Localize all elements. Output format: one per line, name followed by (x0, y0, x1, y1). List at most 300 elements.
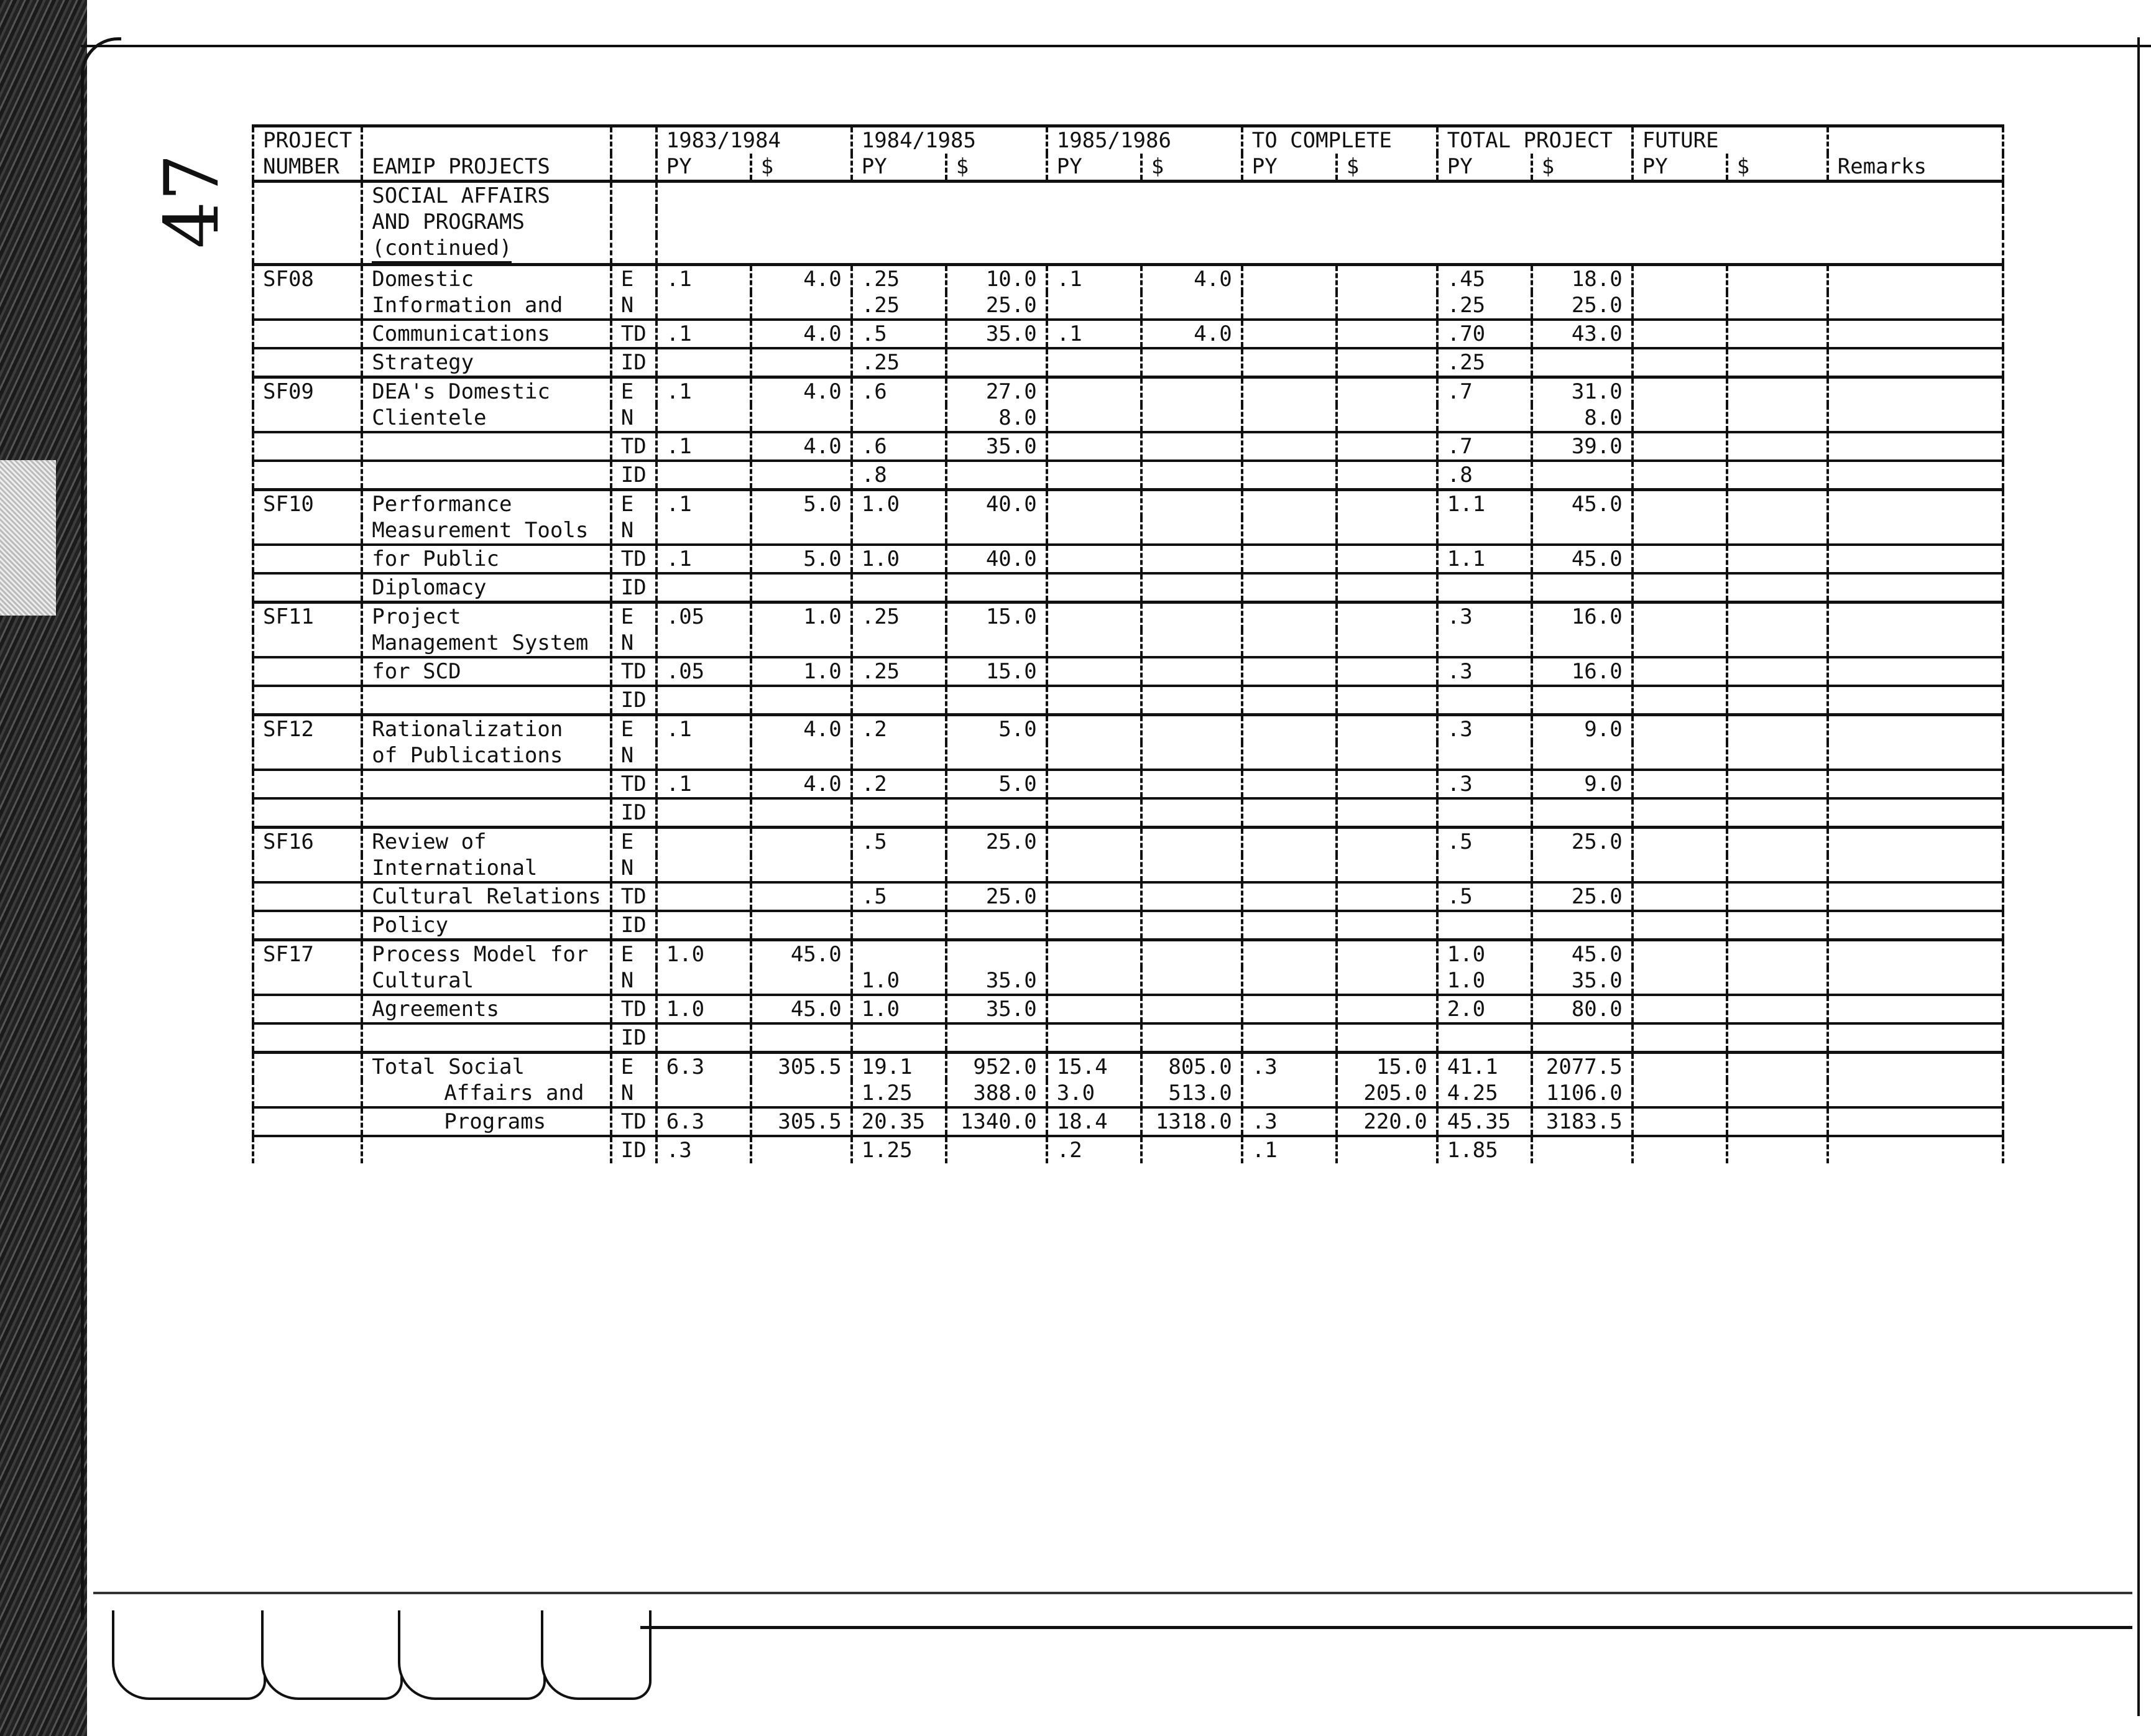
dollar-value: 25.0 (946, 292, 1047, 320)
dollar-value (1532, 348, 1633, 377)
table-row (253, 1080, 2003, 1107)
dollar-value (751, 855, 852, 882)
header-dollar: $ (1532, 154, 1633, 182)
py-value (1242, 432, 1337, 461)
header-to-complete: TO COMPLETE (1242, 126, 1437, 154)
table-row (253, 461, 2003, 490)
dollar-value (1337, 940, 1437, 968)
row-code: E (611, 490, 656, 518)
py-value: .8 (852, 461, 946, 490)
py-value (1047, 657, 1141, 686)
py-value: .5 (852, 320, 946, 348)
py-value: .3 (1437, 603, 1532, 630)
row-code: TD (611, 545, 656, 573)
table-row (253, 603, 2003, 630)
row-code: E (611, 1053, 656, 1081)
py-value (1242, 320, 1337, 348)
dollar-value: 25.0 (1532, 828, 1633, 856)
project-name-line: Affairs and (362, 1080, 610, 1107)
dollar-value: 1340.0 (946, 1107, 1047, 1136)
py-value: .1 (656, 770, 751, 798)
project-name-line: Agreements (362, 995, 610, 1023)
dollar-value (1141, 405, 1242, 432)
dollar-value (1532, 1136, 1633, 1163)
py-value: .6 (852, 432, 946, 461)
py-value (1437, 405, 1532, 432)
py-value (656, 882, 751, 911)
py-value: .1 (1047, 265, 1141, 293)
py-value: 1.0 (1437, 967, 1532, 995)
dollar-value (751, 798, 852, 828)
binder-bottom-tabs (93, 1592, 2132, 1716)
dollar-value (1141, 686, 1242, 715)
binder-tab (398, 1610, 546, 1700)
dollar-value: 8.0 (946, 405, 1047, 432)
project-name-line: Information and (362, 292, 610, 320)
project-number: SF17 (253, 940, 362, 968)
dollar-value: 4.0 (751, 715, 852, 743)
row-code: ID (611, 911, 656, 940)
py-value (1047, 517, 1141, 545)
project-name-line: International (362, 855, 610, 882)
dollar-value: 1318.0 (1141, 1107, 1242, 1136)
section-heading-block (253, 182, 2003, 265)
py-value: 1.25 (852, 1080, 946, 1107)
py-value: .1 (656, 545, 751, 573)
header-1985: 1985/1986 (1047, 126, 1242, 154)
project-name-line (362, 461, 610, 490)
dollar-value (1141, 292, 1242, 320)
dollar-value (1532, 798, 1633, 828)
py-value (656, 461, 751, 490)
project-number: SF09 (253, 377, 362, 405)
dollar-value: 4.0 (751, 770, 852, 798)
py-value (852, 940, 946, 968)
dollar-value (751, 911, 852, 940)
py-value (1437, 630, 1532, 657)
py-value (1242, 657, 1337, 686)
handwritten-page-number: 47 (149, 154, 236, 249)
dollar-value (1337, 657, 1437, 686)
py-value (852, 798, 946, 828)
budget-sheet (252, 124, 2004, 1163)
row-code: TD (611, 995, 656, 1023)
py-value (1242, 517, 1337, 545)
project-name-line: Project (362, 603, 610, 630)
dollar-value: 5.0 (946, 770, 1047, 798)
dollar-value: 4.0 (1141, 320, 1242, 348)
section-title-line1: SOCIAL AFFAIRS (362, 182, 610, 210)
dollar-value (1337, 490, 1437, 518)
dollar-value (1141, 770, 1242, 798)
py-value (1437, 798, 1532, 828)
project-name-line: for Public (362, 545, 610, 573)
table-row (253, 798, 2003, 828)
dollar-value: 25.0 (1532, 292, 1633, 320)
project-name-line: of Publications (362, 742, 610, 770)
dollar-value: 39.0 (1532, 432, 1633, 461)
dollar-value: 1.0 (751, 657, 852, 686)
binder-tab (541, 1610, 652, 1700)
py-value: 18.4 (1047, 1107, 1141, 1136)
py-value: .1 (656, 432, 751, 461)
dollar-value: 35.0 (946, 995, 1047, 1023)
py-value: 1.1 (1437, 490, 1532, 518)
py-value (852, 517, 946, 545)
table-row (253, 377, 2003, 405)
projects-body (253, 265, 2003, 1164)
dollar-value (1532, 1023, 1633, 1053)
py-value (1242, 686, 1337, 715)
py-value (1242, 742, 1337, 770)
dollar-value (1141, 798, 1242, 828)
row-code: N (611, 855, 656, 882)
dollar-value (946, 517, 1047, 545)
header-dollar: $ (1727, 154, 1828, 182)
py-value (1242, 882, 1337, 911)
dollar-value: 513.0 (1141, 1080, 1242, 1107)
py-value (1047, 855, 1141, 882)
py-value (656, 630, 751, 657)
dollar-value (946, 573, 1047, 603)
py-value (1242, 292, 1337, 320)
dollar-value (1141, 573, 1242, 603)
table-row (253, 630, 2003, 657)
dollar-value (751, 1080, 852, 1107)
py-value (1047, 377, 1141, 405)
table-row (253, 320, 2003, 348)
dollar-value (751, 742, 852, 770)
py-value (1047, 911, 1141, 940)
dollar-value (1141, 377, 1242, 405)
py-value: 15.4 (1047, 1053, 1141, 1081)
project-number: SF10 (253, 490, 362, 518)
py-value (852, 911, 946, 940)
row-code: ID (611, 686, 656, 715)
dollar-value: 18.0 (1532, 265, 1633, 293)
table-row (253, 911, 2003, 940)
py-value: .2 (852, 770, 946, 798)
py-value (1242, 348, 1337, 377)
py-value (1437, 517, 1532, 545)
dollar-value (1337, 855, 1437, 882)
dollar-value: 3183.5 (1532, 1107, 1633, 1136)
dollar-value: 305.5 (751, 1107, 852, 1136)
table-row (253, 715, 2003, 743)
py-value: .05 (656, 603, 751, 630)
dollar-value: 805.0 (1141, 1053, 1242, 1081)
dollar-value: 25.0 (946, 882, 1047, 911)
row-code: ID (611, 573, 656, 603)
header-py: PY (1047, 154, 1141, 182)
dollar-value (1141, 995, 1242, 1023)
header-dollar: $ (751, 154, 852, 182)
py-value: .3 (1437, 770, 1532, 798)
header-py: PY (852, 154, 946, 182)
dollar-value (751, 1023, 852, 1053)
py-value: 41.1 (1437, 1053, 1532, 1081)
py-value: 1.0 (1437, 940, 1532, 968)
dollar-value: 15.0 (1337, 1053, 1437, 1081)
py-value (1047, 573, 1141, 603)
py-value: .25 (1437, 292, 1532, 320)
dollar-value (751, 1136, 852, 1163)
project-name-line (362, 686, 610, 715)
page-right-edge (2137, 37, 2140, 1716)
py-value: .1 (1242, 1136, 1337, 1163)
dollar-value (1337, 545, 1437, 573)
py-value: .25 (852, 348, 946, 377)
dollar-value (946, 855, 1047, 882)
py-value (1242, 405, 1337, 432)
py-value: 6.3 (656, 1053, 751, 1081)
dollar-value (1337, 348, 1437, 377)
py-value (1437, 686, 1532, 715)
py-value: .3 (1242, 1053, 1337, 1081)
py-value (656, 292, 751, 320)
dollar-value: 4.0 (751, 320, 852, 348)
py-value: .1 (656, 265, 751, 293)
table-row (253, 292, 2003, 320)
row-code: ID (611, 1136, 656, 1163)
py-value: .8 (1437, 461, 1532, 490)
dollar-value: 15.0 (946, 657, 1047, 686)
py-value: .2 (1047, 1136, 1141, 1163)
dollar-value (1337, 828, 1437, 856)
py-value: .6 (852, 377, 946, 405)
py-value (656, 967, 751, 995)
py-value: .3 (1437, 715, 1532, 743)
dollar-value: 43.0 (1532, 320, 1633, 348)
section-title-line2: AND PROGRAMS (362, 209, 610, 235)
py-value (1242, 630, 1337, 657)
project-name-line: Cultural (362, 967, 610, 995)
dollar-value (1141, 715, 1242, 743)
dollar-value (1141, 490, 1242, 518)
dollar-value (751, 292, 852, 320)
py-value (1047, 798, 1141, 828)
py-value (1047, 967, 1141, 995)
dollar-value: 388.0 (946, 1080, 1047, 1107)
dollar-value: 45.0 (1532, 545, 1633, 573)
py-value: .5 (1437, 828, 1532, 856)
row-code: E (611, 377, 656, 405)
table-row (253, 432, 2003, 461)
py-value (1242, 940, 1337, 968)
py-value (656, 1023, 751, 1053)
dollar-value (1337, 715, 1437, 743)
row-code: E (611, 940, 656, 968)
dollar-value (751, 882, 852, 911)
dollar-value (1141, 911, 1242, 940)
py-value: .3 (1242, 1107, 1337, 1136)
dollar-value (1141, 742, 1242, 770)
py-value: .7 (1437, 377, 1532, 405)
dollar-value (751, 630, 852, 657)
py-value (1242, 855, 1337, 882)
py-value: .1 (656, 320, 751, 348)
py-value: .1 (656, 377, 751, 405)
py-value: .5 (852, 882, 946, 911)
dollar-value: 1106.0 (1532, 1080, 1633, 1107)
project-name-line: Cultural Relations (362, 882, 610, 911)
dollar-value (946, 911, 1047, 940)
py-value: .1 (1047, 320, 1141, 348)
py-value (656, 517, 751, 545)
py-value (656, 405, 751, 432)
dollar-value: 15.0 (946, 603, 1047, 630)
dollar-value: 40.0 (946, 545, 1047, 573)
project-name-line (362, 798, 610, 828)
row-code: N (611, 967, 656, 995)
dollar-value: 16.0 (1532, 657, 1633, 686)
dollar-value (751, 686, 852, 715)
dollar-value: 9.0 (1532, 715, 1633, 743)
py-value (1047, 686, 1141, 715)
py-value (656, 828, 751, 856)
dollar-value (1337, 742, 1437, 770)
py-value: .5 (852, 828, 946, 856)
py-value (1242, 1080, 1337, 1107)
py-value: .3 (656, 1136, 751, 1163)
project-name-line: Diplomacy (362, 573, 610, 603)
dollar-value: 45.0 (751, 940, 852, 968)
py-value: .25 (852, 292, 946, 320)
py-value: .1 (656, 715, 751, 743)
project-name-line: Domestic (362, 265, 610, 293)
dollar-value: 1.0 (751, 603, 852, 630)
table-row (253, 573, 2003, 603)
dollar-value: 305.5 (751, 1053, 852, 1081)
dollar-value: 205.0 (1337, 1080, 1437, 1107)
py-value (1047, 292, 1141, 320)
py-value: 1.0 (852, 490, 946, 518)
py-value (1437, 1023, 1532, 1053)
dollar-value (946, 798, 1047, 828)
py-value (1242, 715, 1337, 743)
py-value (1047, 770, 1141, 798)
row-code: TD (611, 432, 656, 461)
dollar-value (1141, 1023, 1242, 1053)
dollar-value (1337, 798, 1437, 828)
dollar-value: 25.0 (1532, 882, 1633, 911)
py-value: 6.3 (656, 1107, 751, 1136)
py-value: 1.85 (1437, 1136, 1532, 1163)
dollar-value (1141, 432, 1242, 461)
py-value: .2 (852, 715, 946, 743)
project-name-line: Clientele (362, 405, 610, 432)
dollar-value (946, 348, 1047, 377)
page-left-edge (81, 37, 121, 1620)
header-1983: 1983/1984 (656, 126, 852, 154)
dollar-value: 5.0 (946, 715, 1047, 743)
dollar-value (751, 405, 852, 432)
py-value: .3 (1437, 657, 1532, 686)
row-code: N (611, 630, 656, 657)
dollar-value (1337, 967, 1437, 995)
py-value (1047, 603, 1141, 630)
project-number: SF11 (253, 603, 362, 630)
py-value: 4.25 (1437, 1080, 1532, 1107)
table-row (253, 265, 2003, 293)
py-value (656, 348, 751, 377)
dollar-value (751, 967, 852, 995)
py-value: 20.35 (852, 1107, 946, 1136)
py-value: 2.0 (1437, 995, 1532, 1023)
binder-tab (112, 1610, 266, 1700)
py-value (1437, 911, 1532, 940)
dollar-value (1337, 630, 1437, 657)
project-name-line: Communications (362, 320, 610, 348)
py-value (852, 855, 946, 882)
header-py: PY (1242, 154, 1337, 182)
table-row (253, 517, 2003, 545)
py-value (1047, 348, 1141, 377)
dollar-value: 952.0 (946, 1053, 1047, 1081)
row-code: N (611, 1080, 656, 1107)
project-name-line: Review of (362, 828, 610, 856)
row-code: E (611, 265, 656, 293)
dollar-value (1337, 517, 1437, 545)
table-row (253, 545, 2003, 573)
py-value (1242, 377, 1337, 405)
py-value: 1.0 (656, 995, 751, 1023)
py-value: 1.0 (852, 967, 946, 995)
dollar-value (1141, 348, 1242, 377)
py-value: 1.0 (852, 545, 946, 573)
row-code: ID (611, 1023, 656, 1053)
py-value (852, 1023, 946, 1053)
dollar-value (1337, 603, 1437, 630)
dollar-value (1141, 828, 1242, 856)
row-code: N (611, 742, 656, 770)
row-code: TD (611, 1107, 656, 1136)
dollar-value (946, 940, 1047, 968)
header-future: FUTURE (1633, 126, 1828, 154)
dollar-value (1337, 461, 1437, 490)
row-code: ID (611, 348, 656, 377)
py-value (852, 742, 946, 770)
py-value (852, 573, 946, 603)
dollar-value: 40.0 (946, 490, 1047, 518)
py-value (1047, 995, 1141, 1023)
py-value (656, 798, 751, 828)
table-row (253, 995, 2003, 1023)
py-value (1242, 490, 1337, 518)
py-value: .5 (1437, 882, 1532, 911)
py-value (852, 405, 946, 432)
py-value: 3.0 (1047, 1080, 1141, 1107)
project-name-line: Measurement Tools (362, 517, 610, 545)
row-code: TD (611, 320, 656, 348)
dollar-value (1141, 630, 1242, 657)
budget-table (252, 124, 2004, 1163)
dollar-value (1532, 573, 1633, 603)
dollar-value: 5.0 (751, 490, 852, 518)
py-value: .1 (656, 490, 751, 518)
table-row (253, 770, 2003, 798)
header-py: PY (656, 154, 751, 182)
dollar-value: 45.0 (1532, 940, 1633, 968)
dollar-value (1141, 517, 1242, 545)
dollar-value: 220.0 (1337, 1107, 1437, 1136)
dollar-value: 10.0 (946, 265, 1047, 293)
py-value (1047, 405, 1141, 432)
dollar-value (1337, 686, 1437, 715)
header-dollar: $ (1337, 154, 1437, 182)
dollar-value: 35.0 (946, 432, 1047, 461)
project-name-line: Rationalization (362, 715, 610, 743)
